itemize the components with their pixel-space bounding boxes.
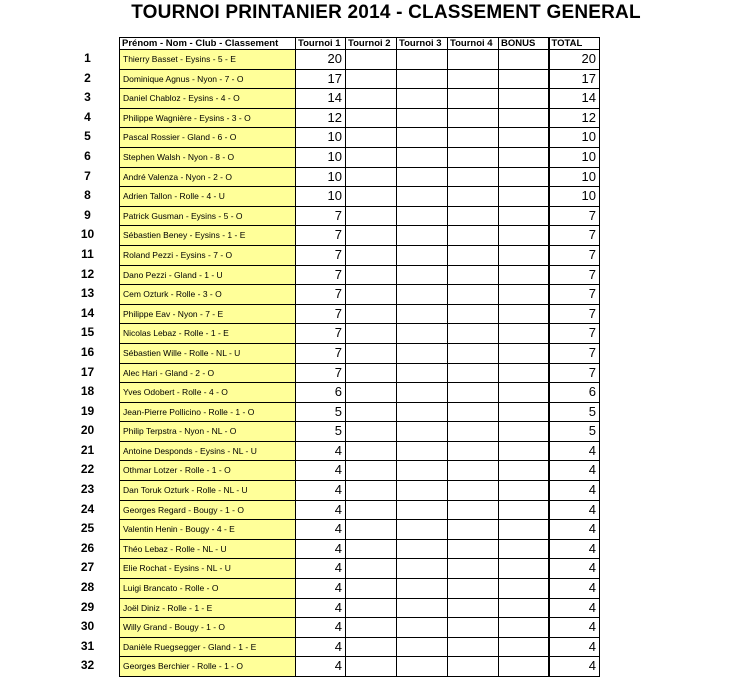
total-cell: 7 [549, 304, 600, 324]
score-cell-t3 [397, 657, 448, 677]
score-cell-t3 [397, 461, 448, 481]
score-cell-t3 [397, 128, 448, 148]
bonus-cell [499, 324, 549, 344]
table-row [120, 618, 600, 638]
score-cell-t4 [448, 187, 499, 207]
rank-number: 31 [80, 638, 95, 653]
table-row [120, 481, 600, 501]
table-row [120, 657, 600, 677]
score-cell-t1: 7 [296, 363, 346, 383]
bonus-cell [499, 89, 549, 109]
score-cell-t4 [448, 422, 499, 442]
score-cell-t3 [397, 441, 448, 461]
bonus-cell [499, 481, 549, 501]
bonus-cell [499, 402, 549, 422]
rank-number: 9 [84, 207, 91, 222]
rank-number: 12 [80, 266, 95, 281]
total-cell: 4 [549, 657, 600, 677]
player-name-cell: Luigi Brancato - Rolle - O [120, 579, 296, 599]
score-cell-t2 [346, 579, 397, 599]
header-tournoi-3: Tournoi 3 [397, 38, 448, 50]
table-row [120, 324, 600, 344]
player-name-cell: Philip Terpstra - Nyon - NL - O [120, 422, 296, 442]
score-cell-t4 [448, 128, 499, 148]
total-cell: 14 [549, 89, 600, 109]
rank-number: 11 [81, 246, 94, 261]
total-cell: 4 [549, 637, 600, 657]
player-name-cell: Sébastien Wille - Rolle - NL - U [120, 343, 296, 363]
score-cell-t2 [346, 422, 397, 442]
score-cell-t4 [448, 598, 499, 618]
table-row [120, 226, 600, 246]
bonus-cell [499, 657, 549, 677]
bonus-cell [499, 598, 549, 618]
total-cell: 5 [549, 402, 600, 422]
bonus-cell [499, 147, 549, 167]
player-name-cell: Pascal Rossier - Gland - 6 - O [120, 128, 296, 148]
score-cell-t1: 4 [296, 520, 346, 540]
table-row [120, 441, 600, 461]
rank-number: 14 [80, 305, 95, 320]
player-name-cell: Roland Pezzi - Eysins - 7 - O [120, 245, 296, 265]
rank-number: 29 [80, 599, 95, 614]
table-row [120, 147, 600, 167]
score-cell-t2 [346, 657, 397, 677]
score-cell-t4 [448, 108, 499, 128]
rank-number: 7 [84, 168, 91, 183]
score-cell-t4 [448, 343, 499, 363]
score-cell-t2 [346, 108, 397, 128]
player-name-cell: Cem Ozturk - Rolle - 3 - O [120, 285, 296, 305]
score-cell-t4 [448, 461, 499, 481]
bonus-cell [499, 579, 549, 599]
score-cell-t1: 7 [296, 343, 346, 363]
player-name-cell: Yves Odobert - Rolle - 4 - O [120, 383, 296, 403]
total-cell: 5 [549, 422, 600, 442]
player-name-cell: Stephen Walsh - Nyon - 8 - O [120, 147, 296, 167]
score-cell-t3 [397, 363, 448, 383]
score-cell-t1: 4 [296, 598, 346, 618]
score-cell-t4 [448, 147, 499, 167]
score-cell-t2 [346, 167, 397, 187]
score-cell-t3 [397, 520, 448, 540]
score-cell-t3 [397, 245, 448, 265]
table-row [120, 108, 600, 128]
total-cell: 7 [549, 265, 600, 285]
score-cell-t4 [448, 657, 499, 677]
bonus-cell [499, 559, 549, 579]
total-cell: 10 [549, 187, 600, 207]
rank-number: 1 [84, 51, 91, 65]
bonus-cell [499, 206, 549, 226]
player-name-cell: Daniel Chabloz - Eysins - 4 - O [120, 89, 296, 109]
table-row [120, 402, 600, 422]
score-cell-t3 [397, 265, 448, 285]
bonus-cell [499, 226, 549, 246]
total-cell: 4 [549, 598, 600, 618]
table-row [120, 187, 600, 207]
score-cell-t3 [397, 226, 448, 246]
rank-number: 23 [80, 482, 95, 497]
score-cell-t3 [397, 147, 448, 167]
rank-number: 26 [80, 540, 95, 555]
table-row [120, 422, 600, 442]
score-cell-t4 [448, 579, 499, 599]
score-cell-t4 [448, 539, 499, 559]
score-cell-t4 [448, 481, 499, 501]
bonus-cell [499, 539, 549, 559]
total-cell: 7 [549, 363, 600, 383]
score-cell-t4 [448, 559, 499, 579]
score-cell-t3 [397, 383, 448, 403]
score-cell-t4 [448, 167, 499, 187]
rank-number: 17 [80, 364, 95, 379]
score-cell-t3 [397, 167, 448, 187]
score-cell-t2 [346, 285, 397, 305]
table-row [120, 206, 600, 226]
score-cell-t2 [346, 363, 397, 383]
total-cell: 4 [549, 461, 600, 481]
score-cell-t3 [397, 637, 448, 657]
score-cell-t4 [448, 69, 499, 89]
total-cell: 4 [549, 559, 600, 579]
score-cell-t3 [397, 618, 448, 638]
player-name-cell: Dano Pezzi - Gland - 1 - U [120, 265, 296, 285]
rank-number: 10 [80, 227, 95, 242]
bonus-cell [499, 108, 549, 128]
bonus-cell [499, 69, 549, 89]
table-row [120, 579, 600, 599]
total-cell: 7 [549, 226, 600, 246]
page-title: TOURNOI PRINTANIER 2014 - CLASSEMENT GENERAL [131, 2, 641, 23]
score-cell-t1: 17 [296, 69, 346, 89]
total-cell: 10 [549, 128, 600, 148]
score-cell-t2 [346, 265, 397, 285]
table-row [120, 304, 600, 324]
score-cell-t2 [346, 206, 397, 226]
player-name-cell: Philippe Eav - Nyon - 7 - E [120, 304, 296, 324]
table-row [120, 245, 600, 265]
score-cell-t1: 7 [296, 265, 346, 285]
table-row [120, 50, 600, 70]
score-cell-t1: 4 [296, 637, 346, 657]
bonus-cell [499, 637, 549, 657]
rank-number: 30 [80, 619, 95, 634]
rank-number: 22 [80, 462, 95, 477]
score-cell-t2 [346, 539, 397, 559]
rank-number: 20 [80, 423, 95, 438]
total-cell: 10 [549, 147, 600, 167]
score-cell-t2 [346, 187, 397, 207]
rank-number: 8 [84, 188, 91, 203]
score-cell-t2 [346, 226, 397, 246]
score-cell-t4 [448, 363, 499, 383]
table-row [120, 128, 600, 148]
player-name-cell: Dan Toruk Ozturk - Rolle - NL - U [120, 481, 296, 501]
score-cell-t4 [448, 265, 499, 285]
score-cell-t1: 10 [296, 128, 346, 148]
rank-number: 18 [80, 384, 95, 399]
total-cell: 4 [549, 500, 600, 520]
table-row [120, 520, 600, 540]
table-row [120, 383, 600, 403]
score-cell-t4 [448, 520, 499, 540]
bonus-cell [499, 285, 549, 305]
total-cell: 7 [549, 206, 600, 226]
rank-column [60, 49, 115, 676]
total-cell: 7 [549, 245, 600, 265]
score-cell-t2 [346, 128, 397, 148]
score-cell-t4 [448, 383, 499, 403]
rank-number: 32 [80, 658, 95, 673]
score-cell-t3 [397, 422, 448, 442]
score-cell-t2 [346, 245, 397, 265]
rank-number: 27 [80, 560, 95, 575]
player-name-cell: Joël Diniz - Rolle - 1 - E [120, 598, 296, 618]
score-cell-t3 [397, 89, 448, 109]
total-cell: 20 [549, 50, 600, 70]
player-name-cell: Dominique Agnus - Nyon - 7 - O [120, 69, 296, 89]
player-name-cell: Antoine Desponds - Eysins - NL - U [120, 441, 296, 461]
rank-number: 2 [84, 70, 91, 85]
total-cell: 4 [549, 618, 600, 638]
total-cell: 4 [549, 441, 600, 461]
rank-number: 15 [80, 325, 95, 340]
player-name-cell: Adrien Tallon - Rolle - 4 - U [120, 187, 296, 207]
player-name-cell: Nicolas Lebaz - Rolle - 1 - E [120, 324, 296, 344]
score-cell-t1: 20 [296, 50, 346, 70]
bonus-cell [499, 500, 549, 520]
score-cell-t3 [397, 108, 448, 128]
score-cell-t2 [346, 598, 397, 618]
score-cell-t1: 4 [296, 579, 346, 599]
rank-number: 25 [80, 521, 95, 536]
bonus-cell [499, 343, 549, 363]
table-row [120, 598, 600, 618]
score-cell-t2 [346, 559, 397, 579]
table-row [120, 69, 600, 89]
score-cell-t4 [448, 245, 499, 265]
score-cell-t3 [397, 69, 448, 89]
score-cell-t1: 7 [296, 245, 346, 265]
player-name-cell: Théo Lebaz - Rolle - NL - U [120, 539, 296, 559]
player-name-cell: Alec Hari - Gland - 2 - O [120, 363, 296, 383]
score-cell-t2 [346, 618, 397, 638]
table-row [120, 265, 600, 285]
header-bonus: BONUS [499, 38, 549, 50]
player-name-cell: Danièle Ruegsegger - Gland - 1 - E [120, 637, 296, 657]
score-cell-t1: 4 [296, 461, 346, 481]
player-name-cell: Patrick Gusman - Eysins - 5 - O [120, 206, 296, 226]
score-cell-t1: 10 [296, 147, 346, 167]
score-cell-t3 [397, 559, 448, 579]
score-cell-t1: 7 [296, 226, 346, 246]
total-cell: 4 [549, 579, 600, 599]
score-cell-t2 [346, 481, 397, 501]
bonus-cell [499, 441, 549, 461]
score-cell-t3 [397, 402, 448, 422]
score-cell-t1: 4 [296, 441, 346, 461]
table-row [120, 363, 600, 383]
player-name-cell: André Valenza - Nyon - 2 - O [120, 167, 296, 187]
rank-number: 16 [80, 344, 95, 359]
bonus-cell [499, 265, 549, 285]
score-cell-t1: 12 [296, 108, 346, 128]
table-row [120, 89, 600, 109]
bonus-cell [499, 187, 549, 207]
score-cell-t3 [397, 500, 448, 520]
player-name-cell: Sébastien Beney - Eysins - 1 - E [120, 226, 296, 246]
player-name-cell: Georges Berchier - Rolle - 1 - O [120, 657, 296, 677]
score-cell-t3 [397, 343, 448, 363]
score-cell-t2 [346, 383, 397, 403]
bonus-cell [499, 461, 549, 481]
score-cell-t4 [448, 402, 499, 422]
bonus-cell [499, 363, 549, 383]
score-cell-t2 [346, 324, 397, 344]
table-row [120, 343, 600, 363]
score-cell-t3 [397, 481, 448, 501]
rank-number: 6 [84, 148, 91, 163]
table-row [120, 461, 600, 481]
table-row [120, 167, 600, 187]
total-cell: 4 [549, 539, 600, 559]
score-cell-t3 [397, 539, 448, 559]
score-cell-t3 [397, 206, 448, 226]
header-tournoi-2: Tournoi 2 [346, 38, 397, 50]
player-name-cell: Jean-Pierre Pollicino - Rolle - 1 - O [120, 402, 296, 422]
total-cell: 10 [549, 167, 600, 187]
rank-number: 3 [84, 90, 91, 105]
score-cell-t1: 4 [296, 657, 346, 677]
rank-number: 24 [80, 501, 95, 516]
total-cell: 12 [549, 108, 600, 128]
score-cell-t1: 14 [296, 89, 346, 109]
score-cell-t2 [346, 402, 397, 422]
score-cell-t1: 5 [296, 402, 346, 422]
score-cell-t4 [448, 50, 499, 70]
score-cell-t3 [397, 50, 448, 70]
bonus-cell [499, 167, 549, 187]
bonus-cell [499, 304, 549, 324]
table-row [120, 285, 600, 305]
score-cell-t1: 6 [296, 383, 346, 403]
score-cell-t1: 4 [296, 618, 346, 638]
player-name-cell: Othmar Lotzer - Rolle - 1 - O [120, 461, 296, 481]
score-cell-t1: 4 [296, 539, 346, 559]
score-cell-t2 [346, 461, 397, 481]
header-tournoi-1: Tournoi 1 [296, 38, 346, 50]
total-cell: 7 [549, 285, 600, 305]
score-cell-t4 [448, 206, 499, 226]
score-cell-t2 [346, 637, 397, 657]
header-row [120, 38, 600, 50]
score-cell-t2 [346, 520, 397, 540]
score-cell-t4 [448, 618, 499, 638]
score-cell-t4 [448, 304, 499, 324]
bonus-cell [499, 422, 549, 442]
score-cell-t4 [448, 89, 499, 109]
bonus-cell [499, 50, 549, 70]
total-cell: 7 [549, 343, 600, 363]
total-cell: 4 [549, 520, 600, 540]
score-cell-t1: 7 [296, 206, 346, 226]
player-name-cell: Valentin Henin - Bougy - 4 - E [120, 520, 296, 540]
score-cell-t1: 4 [296, 559, 346, 579]
rank-number: 19 [80, 403, 95, 418]
score-cell-t4 [448, 285, 499, 305]
score-cell-t3 [397, 579, 448, 599]
bonus-cell [499, 618, 549, 638]
score-cell-t1: 5 [296, 422, 346, 442]
table-row [120, 539, 600, 559]
bonus-cell [499, 520, 549, 540]
score-cell-t4 [448, 637, 499, 657]
score-cell-t1: 10 [296, 187, 346, 207]
score-cell-t2 [346, 69, 397, 89]
score-cell-t4 [448, 324, 499, 344]
score-cell-t1: 7 [296, 304, 346, 324]
score-cell-t1: 4 [296, 481, 346, 501]
score-cell-t3 [397, 285, 448, 305]
table-row [120, 500, 600, 520]
header-tournoi-4: Tournoi 4 [448, 38, 499, 50]
player-name-cell: Philippe Wagnière - Eysins - 3 - O [120, 108, 296, 128]
score-cell-t2 [346, 343, 397, 363]
bonus-cell [499, 245, 549, 265]
total-cell: 4 [549, 481, 600, 501]
score-cell-t4 [448, 226, 499, 246]
table-row [120, 637, 600, 657]
rank-number: 13 [80, 286, 95, 301]
rank-number: 5 [84, 129, 91, 144]
total-cell: 17 [549, 69, 600, 89]
score-cell-t3 [397, 598, 448, 618]
score-cell-t3 [397, 187, 448, 207]
total-cell: 6 [549, 383, 600, 403]
score-cell-t4 [448, 500, 499, 520]
table-row [120, 559, 600, 579]
score-cell-t2 [346, 89, 397, 109]
rank-number: 21 [80, 442, 95, 457]
header-name: Prénom - Nom - Club - Classement [120, 38, 296, 50]
score-cell-t1: 4 [296, 500, 346, 520]
score-cell-t3 [397, 304, 448, 324]
score-cell-t2 [346, 147, 397, 167]
player-name-cell: Elie Rochat - Eysins - NL - U [120, 559, 296, 579]
score-cell-t1: 7 [296, 324, 346, 344]
total-cell: 7 [549, 324, 600, 344]
score-cell-t2 [346, 441, 397, 461]
score-cell-t4 [448, 441, 499, 461]
rank-number: 28 [80, 580, 95, 595]
score-cell-t2 [346, 500, 397, 520]
score-cell-t1: 7 [296, 285, 346, 305]
standings-table [119, 37, 600, 677]
score-cell-t2 [346, 50, 397, 70]
player-name-cell: Georges Regard - Bougy - 1 - O [120, 500, 296, 520]
score-cell-t3 [397, 324, 448, 344]
bonus-cell [499, 383, 549, 403]
player-name-cell: Thierry Basset - Eysins - 5 - E [120, 50, 296, 70]
score-cell-t1: 10 [296, 167, 346, 187]
bonus-cell [499, 128, 549, 148]
score-cell-t2 [346, 304, 397, 324]
header-total: TOTAL [549, 38, 600, 50]
player-name-cell: Willy Grand - Bougy - 1 - O [120, 618, 296, 638]
rank-number: 4 [84, 109, 91, 124]
